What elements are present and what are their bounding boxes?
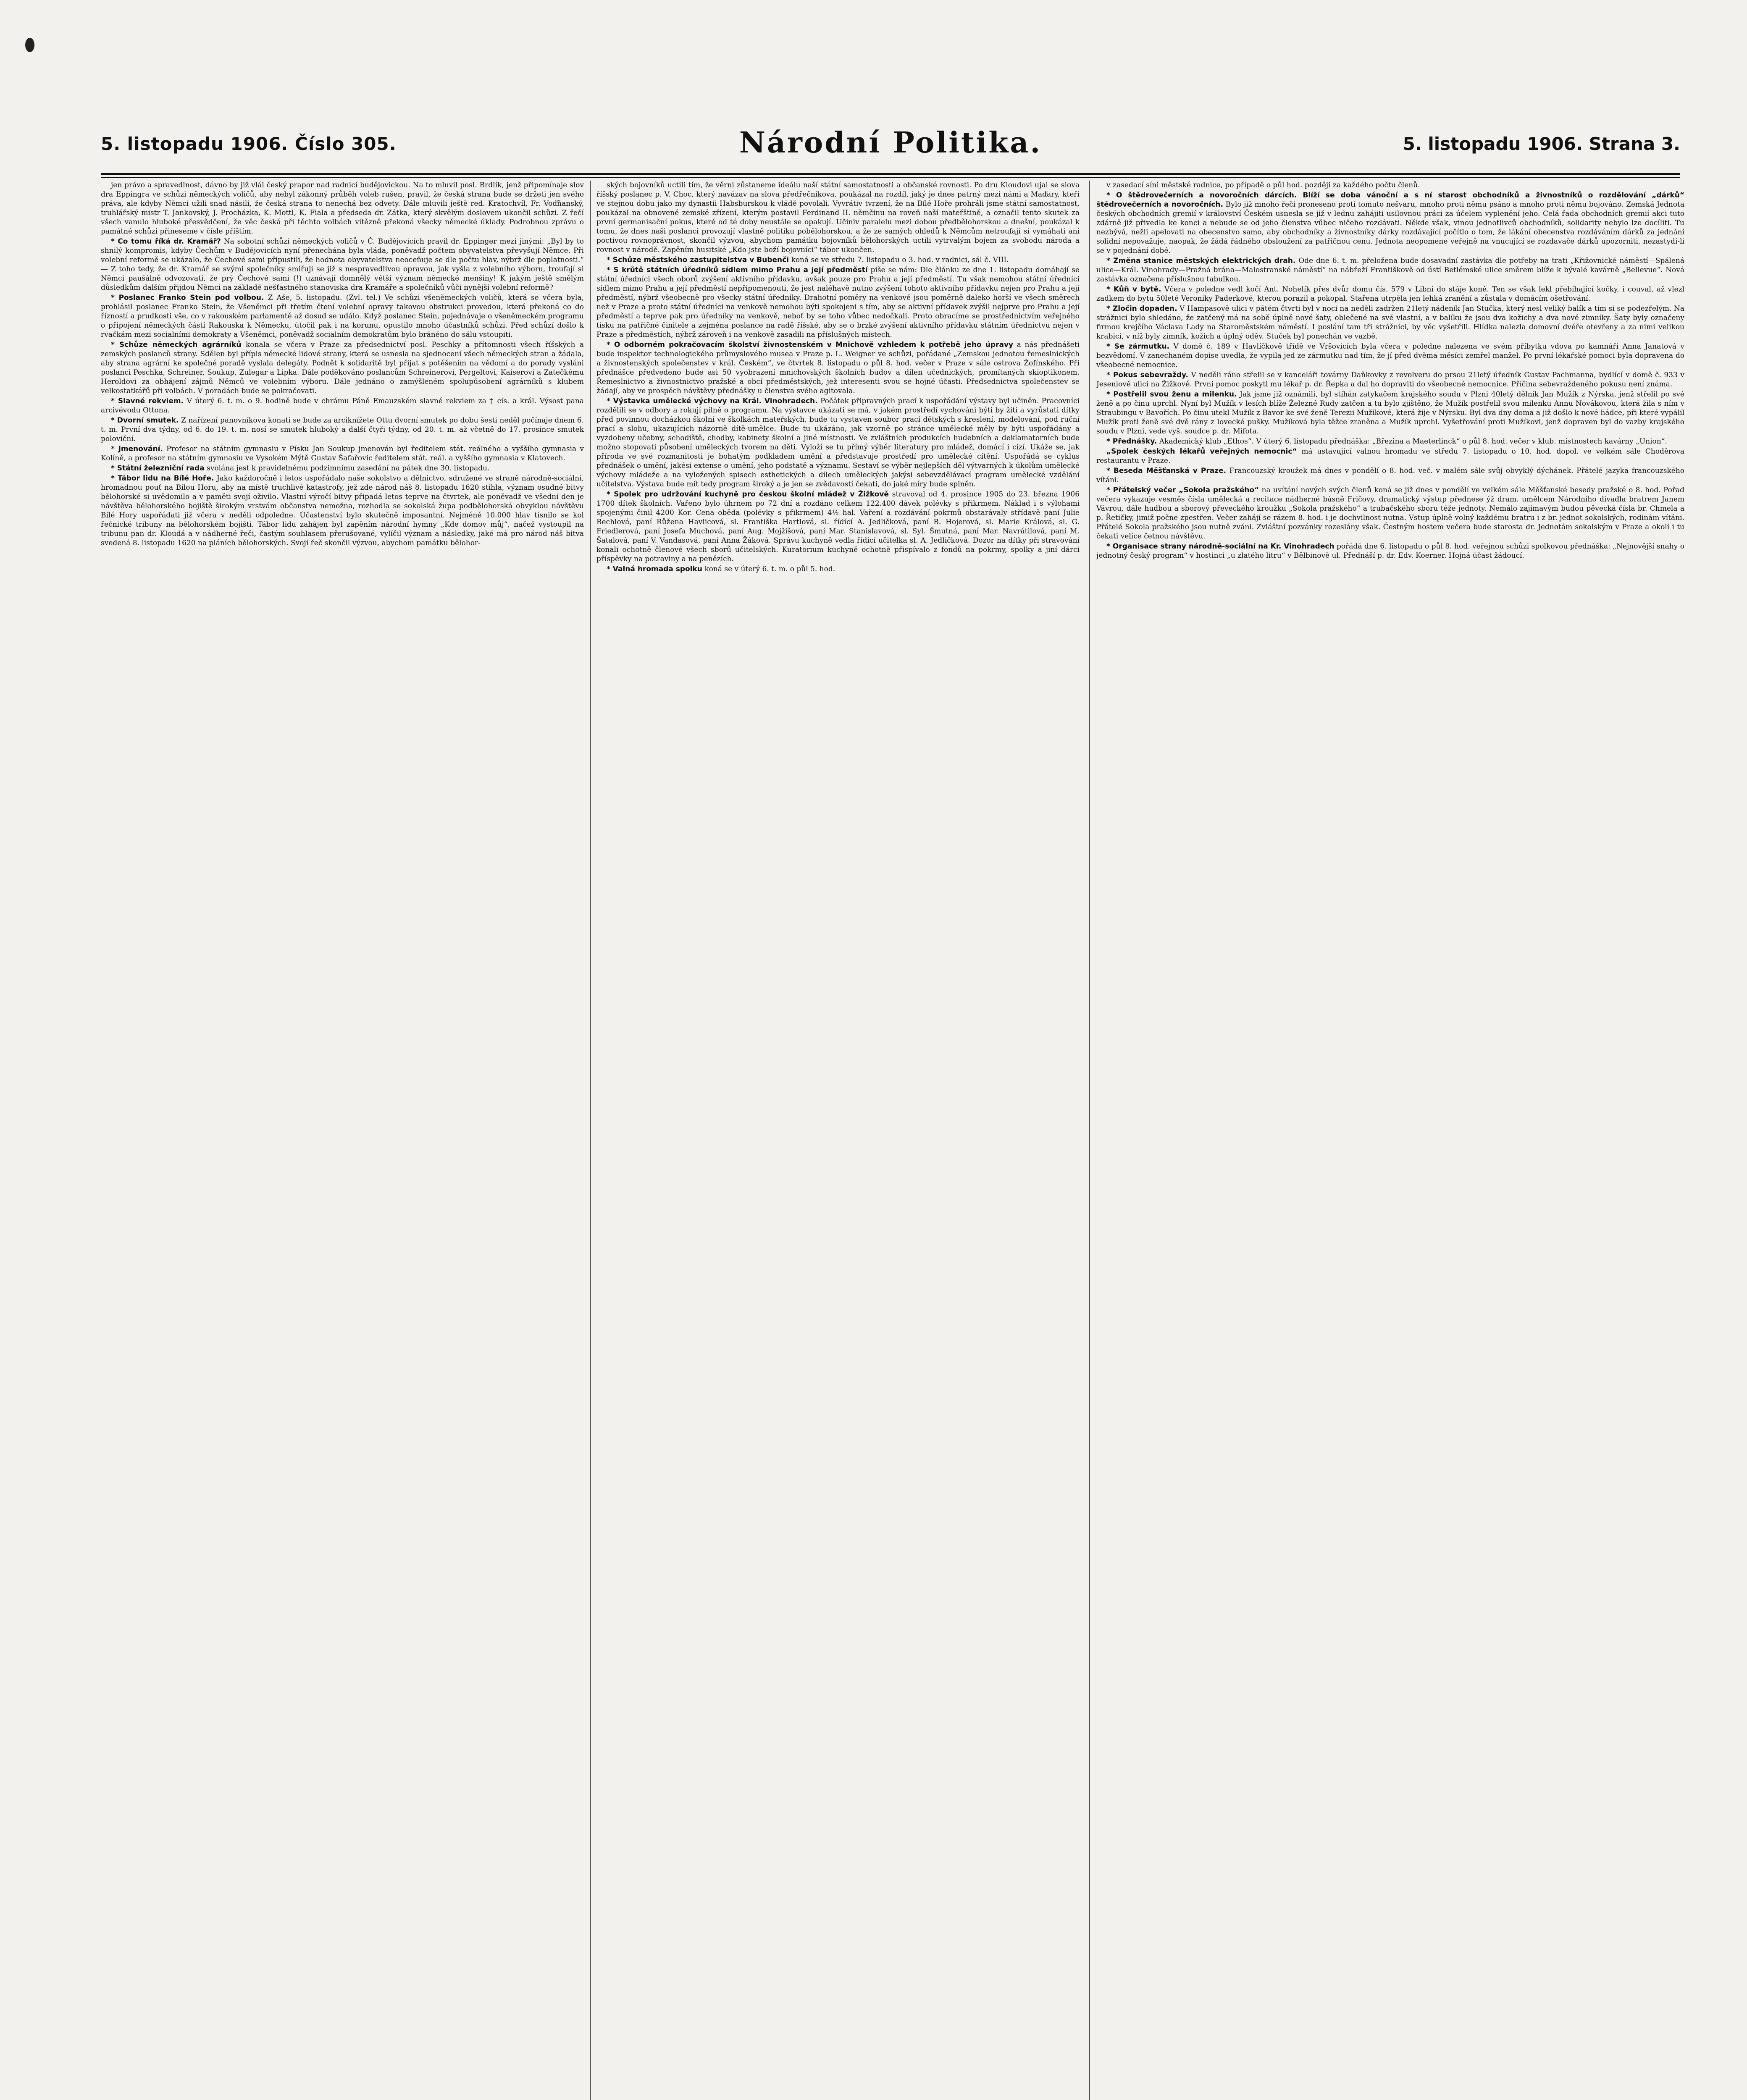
article-text: a nás přednášeti bude inspektor technologického průmyslového musea v Praze p. L. Weigner ve schůzi, pořádané „Zemskou jednotou řemeslnických a živnostenských společenstev v král. Českém“, ve čtvrtek 8. listopadu o půl 8. hod. večer v Praze v sále ostrova Žofínského. Při přednášce předvedeno bude asi 50 vyobrazení mnichovských školních budov a dílen učednických, promítaných skioptikonem. Řemeslnictvo a živnostnictvo pražské a obcí předměstských, jež interesenti svou se hojné účasti. Předsednictva společenstev se žádají, aby ve prospěch návštěvy přednášky u členstva svého agitovala. <box>596 341 1080 395</box>
article-paragraph <box>596 181 1080 255</box>
article-text: jen právo a spravedlnost, dávno by již vlál český prapor nad radnicí budějovickou. Na to mluvil posl. Brdlík, jenž připomínaje slov dra Eppingra ve schůzi německých voličů, aby nebyl zákonný průběh voleb rušen, pravil, že česká strana bude se držeti jen svého práva, ale kdyby Němci užili snad násilí, že česká strana to nenechá bez odvety. Dále mluvili ještě red. Kratochvíl, Fr. Voďňanský, truhlářský mistr T. Jankovský, J. Procházka, K. Mottl, K. Fiala a předseda dr. Zátka, který skvělým doslovem ukončil schůzi. Z řečí všech vanulo hluboké přesvědčení, že věc česká při těchto volbách vítězně překoná všecky německé úklady. Podrobnou zprávu o památné schůzi přineseme v čísle příštím. <box>101 181 584 236</box>
article-text: Včera v poledne vedl kočí Ant. Nohelík přes dvůr domu čís. 579 v Libni do stáje koně. Ten se však lekl přebíhající kočky, i couval, až vlezl zadkem do bytu 50leté Veroniky Paderkové, kterou porazil a pokopal. Stařena utrpěla jen lehká zranění a zůstala v domácím ošetřování. <box>1096 285 1684 303</box>
article-heading: * Co tomu říká dr. Kramář? <box>111 237 221 246</box>
header-rule <box>101 173 1680 178</box>
article-paragraph <box>1096 542 1684 560</box>
article-text: koná se v úterý 6. t. m. o půl 5. hod. <box>704 565 835 573</box>
article-heading: * Kůň v bytě. <box>1106 285 1161 294</box>
article-heading: * Organisace strany národně-sociální na Kr. Vinohradech <box>1106 542 1335 551</box>
column-3 <box>1096 181 1684 2100</box>
article-text: pořádá dne 6. listopadu o půl 8. hod. veřejnou schůzi spolkovou přednáška: „Nejnovější snahy o jednotný český program“ v hostinci „u zlatého litru“ v Bělbinově ul. Přednáší p. dr. Edv. Koerner. Hojná účast žádoucí. <box>1096 542 1684 560</box>
article-paragraph <box>1096 256 1684 284</box>
article-heading: * Pokus sebevraždy. <box>1106 371 1188 379</box>
article-text: V neděli ráno střelil se v kanceláři továrny Daňkovky z revolveru do prsou 21letý úředník Gustav Pachmanna, bydlící v domě č. 933 v Jeseniově ulici na Žižkově. První pomoc poskytl mu lékař p. dr. Řepka a dal ho dopraviti do všeobecné nemocnice. Příčina sebevraždeného pokusu není známa. <box>1096 371 1684 388</box>
column-2 <box>596 181 1080 2100</box>
article-heading: * Jmenování. <box>111 445 163 453</box>
article-paragraph <box>1096 466 1684 485</box>
article-heading: * O odborném pokračovacím školství živnostenském v Mnichově vzhledem k potřebě jeho úpravy <box>607 341 1014 349</box>
article-paragraph <box>596 265 1080 339</box>
article-text: píše se nám: Dle článku ze dne 1. listopadu domáhají se státní úředníci všech oborů zvýšení aktivního přídavku, avšak pouze pro Prahu a její předměstí. Tu však nemohou státní úředníci sídlem mimo Prahu a její předměstí nepřipomenouti, že jest naléhavě nutno zvýšení tohoto aktivního přídavku nejen pro Prahu a její předměstí, nýbrž všeobecně pro všecky státní úředníky. Drahotní poměry na venkově jsou poměrně daleko horší ve všech směrech než v Praze a proto státní úředníci na venkově nemohou býti spokojeni s tím, aby se aktivní přídavek zvýšil nejprve pro Prahu a její předměstí a teprve pak pro úředníky na venkově, neboť by se toho vůbec nedočkali. Proto obracíme se prostřednictvím veřejného tisku na patřičné činitele a zejména poslance na radě říšské, aby se o brzké zvýšení aktivního přídavku státním úředníctvu nejen v Praze a předměstích, nýbrž zároveň i na venkově zasadili na příslušných místech. <box>596 266 1080 339</box>
article-heading: * Slavné rekviem. <box>111 397 184 405</box>
article-heading: * Se zármutku. <box>1106 342 1170 351</box>
article-heading: * Schůze německých agrárníků <box>111 341 242 349</box>
article-heading: * Přednášky. <box>1106 437 1157 446</box>
article-heading: * Změna stanice městských elektrických drah. <box>1106 257 1296 265</box>
article-paragraph <box>1096 486 1684 541</box>
article-paragraph <box>596 490 1080 564</box>
article-text: v zasedací síni městské radnice, po případě o půl hod. později za každého počtu členů. <box>1106 181 1420 189</box>
article-heading: * Postřelil svou ženu a milenku. <box>1106 390 1237 399</box>
article-paragraph <box>101 340 584 396</box>
article-text: Počátek připravných prací k uspořádání výstavy byl učiněn. Pracovníci rozdělili se v odbory a rokují pilně o programu. Na výstavce ukázati se má, v jakém prostředí vychováni býti by žíti a vyrůstati dítky před povinnou docházkou školní ve školkách mateřských, bude tu vystaven soubor prací dětských s kreslení, modelování, pod ruční prací a slohu, ukazujících názorně dítě-umělce. Bude tu ukázáno, jak vzorně po stránce umělecké měly by býti uspořádány a vyzdobeny učebny, schodiště, chodby, kabinety školní a jiné místnosti. Ve zvláštních produkcích hudebních a deklamatorních bude možno stopovati působení uměleckých tvorem na děti. Vyloží se tu přímý výběr literatury pro mládež, domácí i cizí. Ukáže se, jak příroda ve své rozmanitosti je bohatým podkladem umění a představuje prostředí pro umělecké cítění. Uspořádá se cyklus přednášek o umění, jakési extense o umění, jeho podstatě a významu. Sestaví se výběr nejlepších děl výtvarných k úkolům umělecké výchovy mládeže a na vyložených spisech esthetických a dílech uměleckých jakýsi sebevzdělávací program umělecké vzdělání učitelstva. Výstava bude mít tedy program široký a je jen se zvědavostí čekati, do jaké míry bude splněn. <box>596 397 1080 488</box>
article-heading: * Státní železniční rada <box>111 464 205 472</box>
article-heading: * Výstavka umělecké výchovy na Král. Vinohradech. <box>607 397 818 405</box>
article-heading: * Zločin dopaden. <box>1106 304 1177 313</box>
article-text: Jak jsme již oznámili, byl stíhán zatykačem krajského soudu v Plzni 40letý dělník Jan Mužík z Nýrska, jenž střelil po své ženě a po činu uprchl. Nyní byl Mužík v lesích blíže Železné Rudy zatčen a tu bylo zjištěno, že Mužík postřelil svou milenku Annu Novákovou, která žila s ním v Straubingu v Bavořích. Po činu utekl Mužík z Bavor ke své ženě Terezii Mužíkové, která žije v Nýrsku. Byl dva dny doma a již došlo k nové hádce, při které vypálil Mužík proti ženě své dvě rány z lovecké pušky. Mužíková byla těžce zraněna a Mužík uprchl. Vyšetřování proti Mužíkovi, jenž dopraven byl do vazby krajského soudu v Plzni, vede vyš. soudce p. dr. Mifota. <box>1096 390 1684 436</box>
article-text: Z nařízení panovníkova konati se bude za arciknížete Ottu dvorní smutek po dobu šesti neděl počínaje dnem 6. t. m. První dva týdny, od 6. do 19. t. m. nosí se smutek hluboký a další čtyři týdny, od 20. t. m. až včetně do 17. prosince smutek poloviční. <box>101 416 584 443</box>
article-paragraph <box>101 464 584 473</box>
article-heading: * Beseda Měšťanská v Praze. <box>1106 467 1227 475</box>
column-divider <box>1089 181 1090 2100</box>
article-paragraph <box>596 255 1080 265</box>
article-heading: * Tábor lidu na Bílé Hoře. <box>111 474 214 483</box>
column-divider <box>590 181 591 2100</box>
article-paragraph <box>101 416 584 444</box>
article-text: stravoval od 4. prosince 1905 do 23. března 1906 1700 dítek školních. Vařeno bylo úhrnem po 72 dní a rozdáno celkem 122.400 dávek polévky s přikrmem. Náklad i s výlohami spojenými činil 4200 Kor. Cena oběda (polévky s přikrmem) 4½ hal. Vaření a rozdávání pokrmů obstarávaly střídavě paní Julie Bechlová, paní Růžena Havlicová, sl. Františka Hartlová, sl. řídící A. Jedličková, paní B. Hojerová, sl. Marie Králová, sl. G. Friedlerová, paní Josefa Muchová, paní Aug. Mojžíšová, paní Mar. Stanislavová, sl. Syl. Šmutná, paní Mar. Navrátilová, paní M. Šatalová, paní V. Vandasová, paní Anna Žáková. Správu kuchyně vedla řídící učitelka sl. A. Jedličková. Dozor na dítky při stravování konali ochotně členové všech sborů učitelských. Kuratorium kuchyně ochotně přispívalo z fondů na pokrmy, spolky a jiní dárci příspěvky na potraviny a na penězích. <box>596 490 1080 563</box>
article-heading: * Poslanec Franko Stein pod volbou. <box>111 294 264 302</box>
article-paragraph <box>1096 181 1684 190</box>
header-date-issue: 5. listopadu 1906. Číslo 305. <box>101 134 397 154</box>
article-paragraph <box>596 340 1080 396</box>
article-text: V úterý 6. t. m. o 9. hodině bude v chrámu Páně Emauzském slavné rekviem za † cís. a král. Výsost pana arcivévodu Ottona. <box>101 397 584 415</box>
article-text: má ustavující valnou hromadu ve středu 7. listopadu o 10. hod. dopol. ve velkém sále Choděrova restaurantu v Praze. <box>1096 447 1684 465</box>
article-text: V Hampasově ulici v pátém čtvrti byl v noci na neděli zadržen 21letý nádeník Jan Stučka, který nesl veliký balík a tím si se podezřelým. Na strážnici bylo shledáno, že zatčený má na sobě úplně nové šaty, oblečené na své vlastní, a v balíku že jsou dva kožichy a dva nové zimníky. Šaty byly označeny firmou krejčího Václava Lady na Staroměstském náměstí. I poslání tam tři strážníci, by věc vyšetřili. Hlídka nalezla domovní dvéře otevřeny a za nimi velikou krabici, v níž byly zimník, kožich a úplný oděv. Stuček byl ponechán ve vazbě. <box>1096 304 1684 341</box>
article-text: na uvítání nových svých členů koná se již dnes v pondělí ve velkém sále Měšťanské besedy pražské o 8. hod. Pořad večera vykazuje vesměs čísla umělecká a recitace nádherné básně Fričovy, dramatický výstup přednese ýž dram. umělcem Národního divadla bratrem Janem Vávrou, dále hudbou a sborový převeckého kroužku „Sokola pražského“ a trubačského sboru téže jednoty. Nemálo zajímavým budou pěvecká čísla br. Chmela a p. Řetičky, jimiž počne zpestřen. Večer zahájí se rázem 8. hod. i je dochvilnost nutna. Vstup úplně volný každému bratru i z br. jednot sokolských, rodinám vítáni. Přátelé Sokola pražského jsou nutně zváni. Zvláštní pozvánky rozeslány však. Čestným hostem večera bude starosta dr. Jednotám sokolským v Praze a okolí i tu čekati velice četnou návštěvu. <box>1096 486 1684 541</box>
article-paragraph <box>101 293 584 339</box>
header-date-page: 5. listopadu 1906. Strana 3. <box>1403 134 1680 154</box>
article-heading: * Schůze městského zastupitelstva v Bubenči <box>607 256 789 264</box>
page-header <box>101 126 1680 176</box>
article-text: Bylo již mnoho řečí proneseno proti tomuto nešvaru, mnoho proti němu psáno a mnoho proti němu bojováno. Zemská Jednota českých obchodních gremií v království Českém usnesla se již v lednu zahájiti usilovnou práci za účelem vyplenění jeho. Celá řada obchodních gremií akci tuto zdárně již přivedla ke konci a nebude se od jeho členstva vůbec ničeho rozdávati. Někde však, vinou jednotlivců obchodníků, solidarity nebylo lze docíliti. Tu nezbývá, nežli apelovati na obecenstvo samo, aby obchodníky a živnostníky dárky rozdávající počítlo o tom, že lákání obecenstva rozdáváním dárků za jednání solidní nepovažuje, naopak, že žádá řádného obsloužení za patřičnou cenu. Jednota neopomene veřejně na vnucující se rozdavače dárků upozorniti, nezastydí-li se v pojednání dobé. <box>1096 200 1684 255</box>
article-paragraph <box>1096 285 1684 303</box>
article-text: svolána jest k pravidelnému podzimnímu zasedání na pátek dne 30. listopadu. <box>207 464 490 472</box>
article-paragraph <box>1096 370 1684 389</box>
article-paragraph <box>1096 390 1684 436</box>
article-paragraph <box>1096 342 1684 370</box>
article-text: Jako každoročně i letos uspořádalo naše sokolstvo a dělnictvo, sdružené ve straně národně-sociální, hromadnou pouť na Bílou Horu, aby na místě truchlivé katastrofy, jež zde národ náš 8. listopadu 1620 stihla, význam osudné bitvy bělohorské si uvědomilo a v paměti svojí oživilo. Vlastní výročí bitvy připadá letos teprve na čtvrtek, ale poněvadž ve všední den je návštěva bělohorského bojiště širokým vrstvám občanstva nemožna, rozhodla se sokolská župa podbělohorská obvyklou návštěvu Bílé Hory uspořádati již včera v neděli odpoledne. Účastenství bylo skutečně imposantní. Nejméně 10.000 hlav tísnilo se kol řečnické tribuny na bělohorském bojišti. Tábor lidu zahájen byl zapěním národní hymny „Kde domov můj“, načež vystoupil na tribunu pan dr. Kloudá a v nádherné řeči, častým souhlasem přerušované, vylíčil význam a následky, jaké má pro národ náš bitva svedená 8. listopadu 1620 na pláních bělohorských. Svojí řeč skončil výzvou, abychom památku bělohor- <box>101 474 584 547</box>
article-paragraph <box>101 444 584 463</box>
masthead-title: Národní Politika. <box>739 126 1042 160</box>
article-text: Ode dne 6. t. m. přeložena bude dosavadní zastávka dle potřeby na trati „Křižovnické náměstí—Spálená ulice—Král. Vinohrady—Pražná brána—Malostranské náměstí“ na nábřeží Františkově od ústí Betlémské ulice směrem blíže k bývalé kavárně „Bellevue“. Nová zastávka označena příslušnou tabulkou. <box>1096 257 1684 284</box>
column-1 <box>101 181 584 2100</box>
article-paragraph <box>596 396 1080 489</box>
article-paragraph <box>101 181 584 236</box>
article-paragraph <box>596 564 1080 574</box>
article-heading: * S krůtě státních úředníků sídlem mimo Prahu a její předměstí <box>607 266 868 274</box>
article-paragraph <box>101 474 584 548</box>
article-text: konala se včera v Praze za předsednictví posl. Peschky a přítomnosti všech říšských a zemských poslanců strany. Sdělen byl přípis německé lidové strany, která se usnesla na sjednocení všech německých stran a žádala, aby strana agrární ke společné poradě vyslala delegáty. Podnět k solidaritě byl přijat s potěšením na vědomí a do porady vysláni poslanci Peschka, Schreiner, Soukup, Zulegar a Lipka. Dále poděkováno poslancům Schreinerovi, Pergeltovi, Kaiserovi a Zatečkému Heroldovi za obhájení zájmů Němců ve volebním výboru. Dále jednáno o zamýšleném spolupůsobení agrárníků s klubem velkostatkářů při volbách. V poradách bude se pokračovati. <box>101 341 584 395</box>
article-paragraph <box>1096 437 1684 446</box>
article-paragraph <box>1096 191 1684 255</box>
ink-smudge <box>25 38 34 52</box>
article-heading: * Valná hromada spolku <box>607 565 702 573</box>
article-text: ských bojovníků uctili tím, že věrni zůstaneme ideálu naší státní samostatnosti a občanské rovnosti. Po dru Kloudovi ujal se slova říšský poslanec p. V. Choc, který navázav na slova předřečníkova, poukázal na rozdíl, jaký je dnes patrný mezi námi a Maďary, kteří ve stejnou dobu jako my dynastii Habsburskou k vládě povolali. Vyvrátiv tvrzení, že na Bílé Hoře prohráli jsme státní samostatnost, poukázal na obnovené zemské zřízení, kterým postavil Ferdinand II. němčinu na roveň naší mateřštině, a označil tento skutek za první germanisační pokus, které od té doby neustále se opakují. Učiniv paralelu mezi dobou předbělohorskou a dnešní, poukázal k tomu, že dnes naši poslanci provozují vlastně politiku pobělohorskou, a že ze samých ohledů k Němcům netroufají si vymáhati ani poctivou rovnoprávnost, skončil výzvou, abychom památku bojovníků bělohorských uctili vytrvalým bojem za svobodu národa a rovnost v národě. Zapěním husitské „Kdo jste boží bojovníci“ tábor ukončen. <box>596 181 1080 254</box>
article-heading: * Spolek pro udržování kuchyně pro českou školní mládež v Žižkově <box>607 490 889 499</box>
article-text: V domě č. 189 v Havlíčkově třídě ve Vršovicích byla včera v poledne nalezena ve svém příbytku vdova po kamnáři Anna Janatová v bezvědomí. V zanechaném dopise uvedla, že vypila jed ze zármutku nad tím, že jí před dvěma měsíci zemřel manžel. Po první lékařské pomoci byla dopravena do všeobecné nemocnice. <box>1096 342 1684 369</box>
article-paragraph <box>101 396 584 415</box>
article-text: Z Aše, 5. listopadu. (Zvl. tel.) Ve schůzi všeněmeckých voličů, která se včera byla, prohlásil poslanec Franko Stein, že Všeněmci při třetím čtení volební opravy takovou obstrukci provedou, která překoná co do řízností a prudkosti vše, co v rakouském parlamentě až dosud se událo. Když poslanec Stein, pojednávaje o všeněmeckém programu o připojení německých částí Rakouska k Německu, útočil pak i na korunu, opustilo mnoho účastníků schůzi. Před schůzí došlo k rvačkám mezi socialními demokraty a Všeněmci, poněvadž socialním demokratům bylo bráněno do sálu vstoupiti. <box>101 294 584 339</box>
article-text: Akademický klub „Ethos“. V úterý 6. listopadu přednáška: „Březina a Maeterlinck“ o půl 8. hod. večer v klub. místnostech kavárny „Union“. <box>1159 437 1667 446</box>
article-heading: „Spolek českých lékařů veřejných nemocnic“ <box>1106 447 1297 456</box>
article-text: Na sobotní schůzi německých voličů v Č. Budějovicích pravil dr. Eppinger mezi jinými: „Byl by to shnilý kompromis, kdyby Čechům v Budějovicích nyní přenechána byla vláda, poněvadž počtem obyvatelstva převyšují Němce. Při volební reformě se ukázalo, že Čechové sami připustili, že hodnota obyvatelstva neoceňuje se dle počtu hlav, nýbrž dle poplatnosti.“ — Z toho tedy, že dr. Kramář se svými společníky smiřuji se již s nespravedlivou opravou, jak vyšla z volebního výboru, troufají si Němci paušálně odvozovati, že prý Čechové sami (!) uznávají domnělý větší význam německé menšiny! K jakým ještě smělým důsledkům dalším přijdou Němci na základě nešťastného stanoviska dra Kramáře a společníků vůči nynější volební reformě? <box>101 237 584 292</box>
article-heading: * Dvorní smutek. <box>111 416 179 425</box>
article-heading: * Přátelský večer „Sokola pražského“ <box>1106 486 1259 494</box>
article-paragraph <box>1096 447 1684 465</box>
article-text: Francouzský kroužek má dnes v pondělí o 8. hod. več. v malém sále svůj obvyklý dýchánek. Přátelé jazyka francouzského vítáni. <box>1096 467 1684 484</box>
article-text: Profesor na státním gymnasiu v Písku Jan Soukup jmenován byl ředitelem stát. reálného a vyššího gymnasia v Kolíně, a profesor na státním gymnasiu ve Vysokém Mýtě Gustav Šafařovic ředitelem stát. reál. a vyššího gymnasia v Klatovech. <box>101 445 584 462</box>
article-text: koná se ve středu 7. listopadu o 3. hod. v radnici, sál č. VIII. <box>791 256 1009 264</box>
article-heading: * O štědrovečerních a novoročních dárcích. Blíží se doba vánoční a s ní starost obchodníků a živnostníků o rozdělování „dárků“ štědrovečerních a novoročních. <box>1096 191 1684 209</box>
article-paragraph <box>101 237 584 292</box>
article-paragraph <box>1096 304 1684 341</box>
